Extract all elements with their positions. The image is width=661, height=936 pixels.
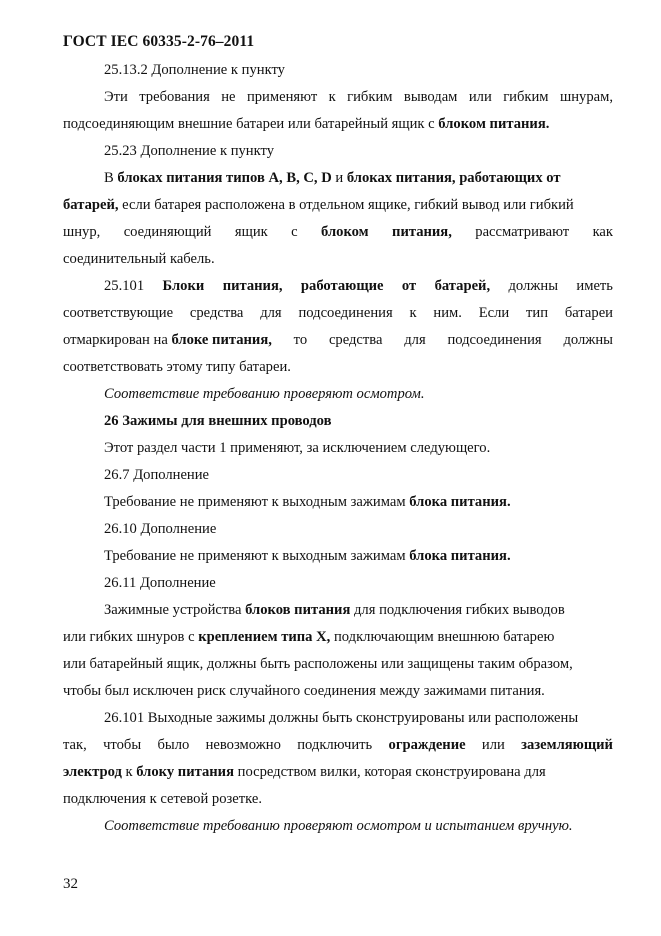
word: шнурам, [559, 89, 613, 105]
text-run: Требование не применяют к выходным зажимам [104, 548, 410, 564]
section-title: 26 Зажимы для внешних проводов [104, 413, 332, 429]
word: средства [189, 305, 244, 321]
compliance-text: Соответствие требованию проверяют осмотром и испытанием вручную. [104, 818, 573, 834]
word: выводам [403, 89, 458, 105]
term-bold: питания, [222, 278, 283, 294]
clause-heading: 26.11 Дополнение [104, 575, 216, 591]
term-bold: заземляющий [521, 737, 613, 753]
compliance-text: Соответствие требованию проверяют осмотром. [104, 386, 425, 402]
word: то [293, 332, 308, 348]
word: подключить [297, 737, 373, 753]
word: к [328, 89, 336, 105]
word: иметь [576, 278, 613, 294]
paragraph-line [63, 111, 613, 138]
word: или [468, 89, 492, 105]
word: ним. [433, 305, 462, 321]
paragraph-line [63, 84, 613, 111]
term-bold: батарей, [434, 278, 491, 294]
text-run: электрод к блоку питания посредством вилки, которая сконструирована для [63, 764, 546, 780]
paragraph-line: или батарейный ящик, должны быть расположены или защищены таким образом, [63, 656, 573, 672]
paragraph-line: соответствовать этому типу батареи. [63, 359, 291, 375]
compliance-note [63, 813, 613, 840]
word: ящик [234, 224, 268, 240]
paragraph-line [63, 597, 613, 624]
word: невозможно [205, 737, 281, 753]
word: не [221, 89, 236, 105]
paragraph-line [63, 732, 613, 759]
word: как [592, 224, 613, 240]
paragraph-line: чтобы был исключен риск случайного соединения между зажимами питания. [63, 683, 545, 699]
text-run: отмаркирован на блоке питания, [63, 332, 272, 348]
term-bold: питания, [392, 224, 452, 240]
paragraph-line [63, 273, 613, 300]
word: было [157, 737, 190, 753]
clause-heading: 25.23 Дополнение к пункту [104, 143, 275, 159]
word: для [404, 332, 426, 348]
word: чтобы [103, 737, 142, 753]
term-bold: батарей, [63, 197, 119, 213]
word: должны [563, 332, 613, 348]
word: тип [526, 305, 549, 321]
word: требования [139, 89, 210, 105]
paragraph-line: 26.101 Выходные зажимы должны быть сконструированы или расположены [104, 710, 579, 726]
term-bold: блоком [321, 224, 369, 240]
paragraph-line [63, 192, 613, 219]
paragraph-line [63, 327, 613, 354]
text-run: В блоках питания типов А, В, С, D и блоках питания, работающих от [104, 170, 561, 186]
term-bold: блоком питания. [438, 116, 550, 132]
word: гибким [347, 89, 393, 105]
document-body [63, 57, 613, 840]
word: батареи [564, 305, 613, 321]
paragraph-line: подключения к сетевой розетке. [63, 791, 262, 807]
word: для [260, 305, 282, 321]
word: гибким [503, 89, 549, 105]
word: должны [508, 278, 559, 294]
word: средства [328, 332, 383, 348]
term-bold: блока питания. [409, 494, 511, 510]
paragraph-line: соединительный кабель. [63, 251, 215, 267]
document-header: ГОСТ IEC 60335-2-76–2011 [63, 33, 255, 50]
text-run: Зажимные устройства блоков питания для подключения гибких выводов [104, 602, 565, 618]
paragraph-line [63, 543, 613, 570]
term-bold: ограждение [388, 737, 466, 753]
word: с [291, 224, 298, 240]
paragraph-line [63, 219, 613, 246]
paragraph-line [63, 165, 613, 192]
word: к [409, 305, 417, 321]
paragraph-line: Этот раздел части 1 применяют, за исключением следующего. [104, 440, 491, 456]
word: шнур, [63, 224, 101, 240]
clause-heading: 26.10 Дополнение [104, 521, 217, 537]
word: Если [478, 305, 510, 321]
compliance-note [63, 381, 613, 408]
word: применяют [246, 89, 318, 105]
paragraph-line [63, 489, 613, 516]
word: рассматривают [475, 224, 570, 240]
word: подсоединения [298, 305, 393, 321]
word: соединяющий [123, 224, 212, 240]
clause-heading: 25.13.2 Дополнение к пункту [104, 62, 285, 78]
word: так, [63, 737, 87, 753]
text-run: если батарея расположена в отдельном ящике, гибкий вывод или гибкий [118, 197, 574, 213]
term-bold: блока питания. [409, 548, 511, 564]
term-bold: работающие [300, 278, 384, 294]
section-heading [63, 408, 613, 435]
word: 25.101 [104, 278, 145, 294]
word: подсоединения [447, 332, 542, 348]
paragraph-line [63, 300, 613, 327]
paragraph-line [63, 759, 613, 786]
paragraph-line [63, 624, 613, 651]
term-bold: от [401, 278, 417, 294]
term-bold: Блоки [162, 278, 205, 294]
text-run: Требование не применяют к выходным зажимам [104, 494, 410, 510]
word: Эти [104, 89, 128, 105]
clause-heading: 26.7 Дополнение [104, 467, 210, 483]
text-run: или гибких шнуров с креплением типа Х, подключающим внешнюю батарею [63, 629, 555, 645]
word: или [481, 737, 505, 753]
word: соответствующие [63, 305, 174, 321]
text-run: подсоединяющим внешние батареи или батарейный ящик с [63, 116, 439, 132]
page-number: 32 [63, 876, 78, 892]
